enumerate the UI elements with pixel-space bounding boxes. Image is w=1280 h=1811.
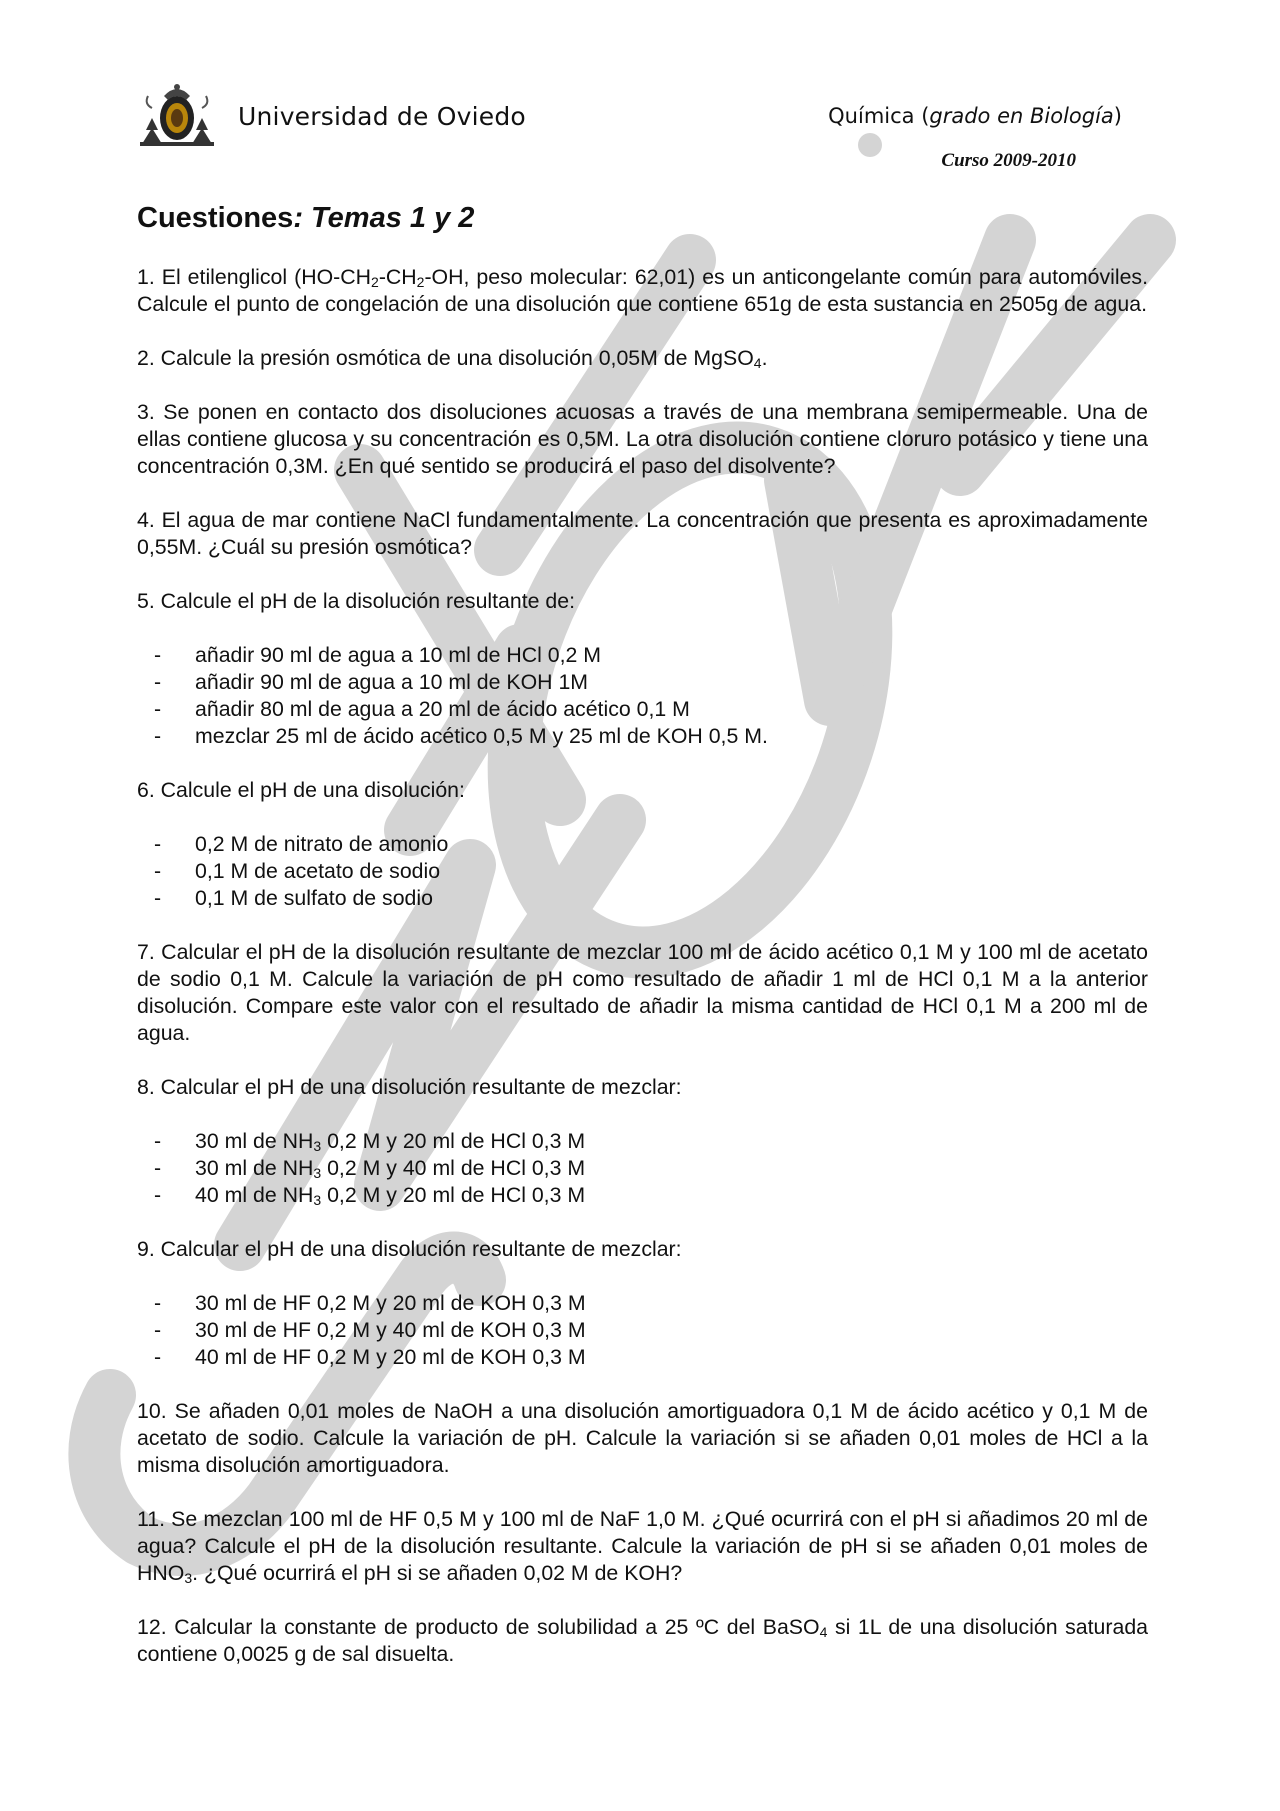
list-item: - mezclar 25 ml de ácido acético 0,5 M y 25 ml de KOH 0,5 M. (137, 723, 1148, 750)
subject-label: Química (grado en Biología) (828, 104, 1122, 128)
list-item: - 30 ml de $NH_3$ 0,2 M y 20 ml de HCl 0,3 M (137, 1128, 1148, 1155)
question-6: 6. Calcule el pH de una disolución: (137, 778, 465, 802)
question-1: 1. El etilenglicol ($HO-CH_2-CH_2-OH$, peso molecular: 62,01) es un anticongelante común para automóviles. Calcule el punto de congelación de una disolución que contiene 651g de esta sustancia en 2505g de agua. (137, 265, 1148, 316)
question-9: 9. Calcular el pH de una disolución resultante de mezclar: (137, 1237, 682, 1261)
list-item: - 40 ml de HF 0,2 M y 20 ml de KOH 0,3 M (137, 1344, 1148, 1371)
list-item: - 0,2 M de nitrato de amonio (137, 831, 1148, 858)
question-8-items (137, 1128, 1148, 1209)
question-6-items (137, 831, 1148, 912)
question-11: 11. Se mezclan 100 ml de HF 0,5 M y 100 ml de NaF 1,0 M. ¿Qué ocurrirá con el pH si añadimos 20 ml de agua? Calcule el pH de la disolución resultante. Calcule la variación de pH si se añaden 0,01 moles de $HNO_3$. ¿Qué ocurrirá el pH si se añaden 0,02 M de KOH? (137, 1507, 1148, 1586)
question-9-items (137, 1290, 1148, 1371)
list-item: - 30 ml de $NH_3$ 0,2 M y 40 ml de HCl 0,3 M (137, 1155, 1148, 1182)
page-header (138, 74, 1138, 184)
question-5: 5. Calcule el pH de la disolución resultante de: (137, 589, 576, 613)
list-item: - añadir 90 ml de agua a 10 ml de KOH 1M (137, 669, 1148, 696)
question-12: 12. Calcular la constante de producto de solubilidad a 25 ºC del BaSO$_4$ si 1L de una disolución saturada contiene 0,0025 g de sal disuelta. (137, 1615, 1149, 1666)
university-name: Universidad de Oviedo (238, 102, 526, 131)
list-item: - 0,1 M de acetato de sodio (137, 858, 1148, 885)
question-2: 2. Calcule la presión osmótica de una disolución 0,05M de MgSO$_4$. (137, 346, 768, 371)
question-5-items (137, 642, 1148, 750)
question-list (137, 264, 1148, 1695)
list-item: - añadir 80 ml de agua a 20 ml de ácido acético 0,1 M (137, 696, 1148, 723)
course-year: Curso 2009-2010 (941, 150, 1076, 171)
page-title: Cuestiones: Temas 1 y 2 (137, 202, 475, 234)
list-item: - 40 ml de $NH_3$ 0,2 M y 20 ml de HCl 0,3 M (137, 1182, 1148, 1209)
university-crest-icon (138, 78, 216, 150)
list-item: - 0,1 M de sulfato de sodio (137, 885, 1148, 912)
question-4: 4. El agua de mar contiene NaCl fundamentalmente. La concentración que presenta es aproximadamente 0,55M. ¿Cuál su presión osmótica? (137, 508, 1148, 559)
question-8: 8. Calcular el pH de una disolución resultante de mezclar: (137, 1075, 682, 1099)
list-item: - 30 ml de HF 0,2 M y 40 ml de KOH 0,3 M (137, 1317, 1148, 1344)
list-item: - añadir 90 ml de agua a 10 ml de HCl 0,2 M (137, 642, 1148, 669)
question-3: 3. Se ponen en contacto dos disoluciones acuosas a través de una membrana semipermeable. Una de ellas contiene glucosa y su concentración es 0,5M. La otra disolución contiene cloruro potásico y tiene una concentración 0,3M. ¿En qué sentido se producirá el paso del disolvente? (137, 400, 1148, 478)
question-7: 7. Calcular el pH de la disolución resultante de mezclar 100 ml de ácido acético 0,1 M y 100 ml de acetato de sodio 0,1 M. Calcule la variación de pH como resultado de añadir 1 ml de HCl 0,1 M a la anterior disolución. Compare este valor con el resultado de añadir la misma cantidad de HCl 0,1 M a 200 ml de agua. (137, 940, 1148, 1045)
list-item: - 30 ml de HF 0,2 M y 20 ml de KOH 0,3 M (137, 1290, 1148, 1317)
question-10: 10. Se añaden 0,01 moles de NaOH a una disolución amortiguadora 0,1 M de ácido acético y 0,1 M de acetato de sodio. Calcule la variación de pH. Calcule la variación si se añaden 0,01 moles de HCl a la misma disolución amortiguadora. (137, 1399, 1148, 1477)
